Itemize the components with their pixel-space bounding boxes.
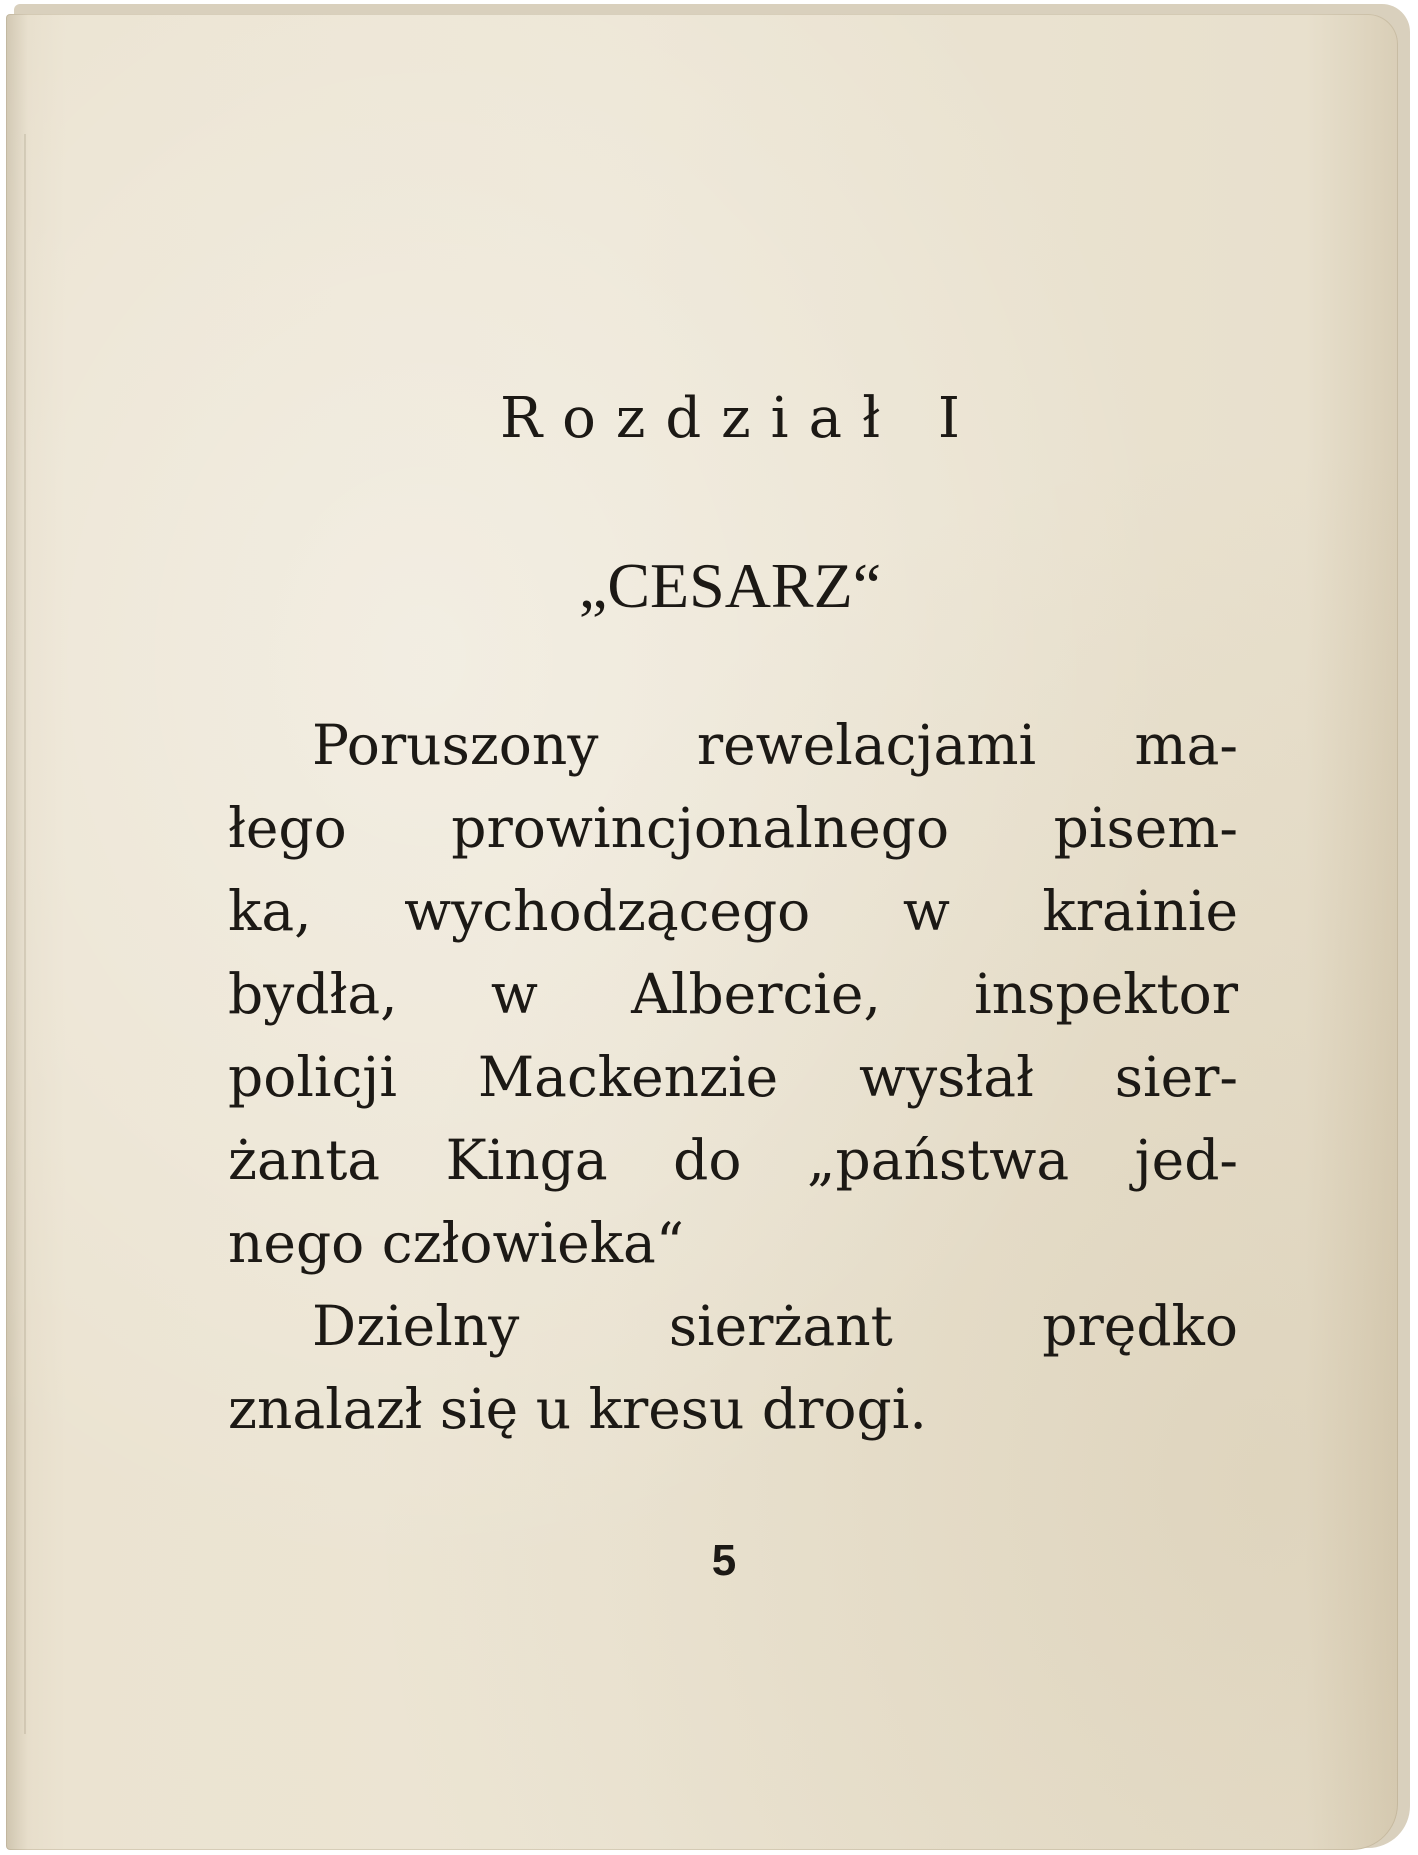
text-line: żanta Kinga do „państwa jed-	[228, 1128, 1238, 1192]
page-number: 5	[711, 1536, 737, 1585]
text-line: znalazł się u kresu drogi.	[228, 1377, 927, 1441]
chapter-body	[228, 704, 1238, 1451]
page-text	[6, 14, 1398, 1850]
book-page	[6, 14, 1398, 1850]
text-line: Dzielny sierżant prędko	[312, 1294, 1238, 1358]
text-line: bydła, w Albercie, inspektor	[228, 962, 1238, 1026]
paragraph-1	[228, 704, 1238, 1285]
chapter-title: „CESARZ“	[578, 550, 882, 621]
text-line: łego prowincjonalnego pisem-	[228, 796, 1238, 860]
text-line: nego człowieka“	[228, 1211, 684, 1275]
text-line: policji Mackenzie wysłał sier-	[228, 1045, 1238, 1109]
paragraph-2	[228, 1285, 1238, 1451]
text-line: Poruszony rewelacjami ma-	[312, 713, 1238, 777]
chapter-label: Rozdział I	[499, 386, 981, 451]
text-line: ka, wychodzącego w krainie	[228, 879, 1238, 943]
